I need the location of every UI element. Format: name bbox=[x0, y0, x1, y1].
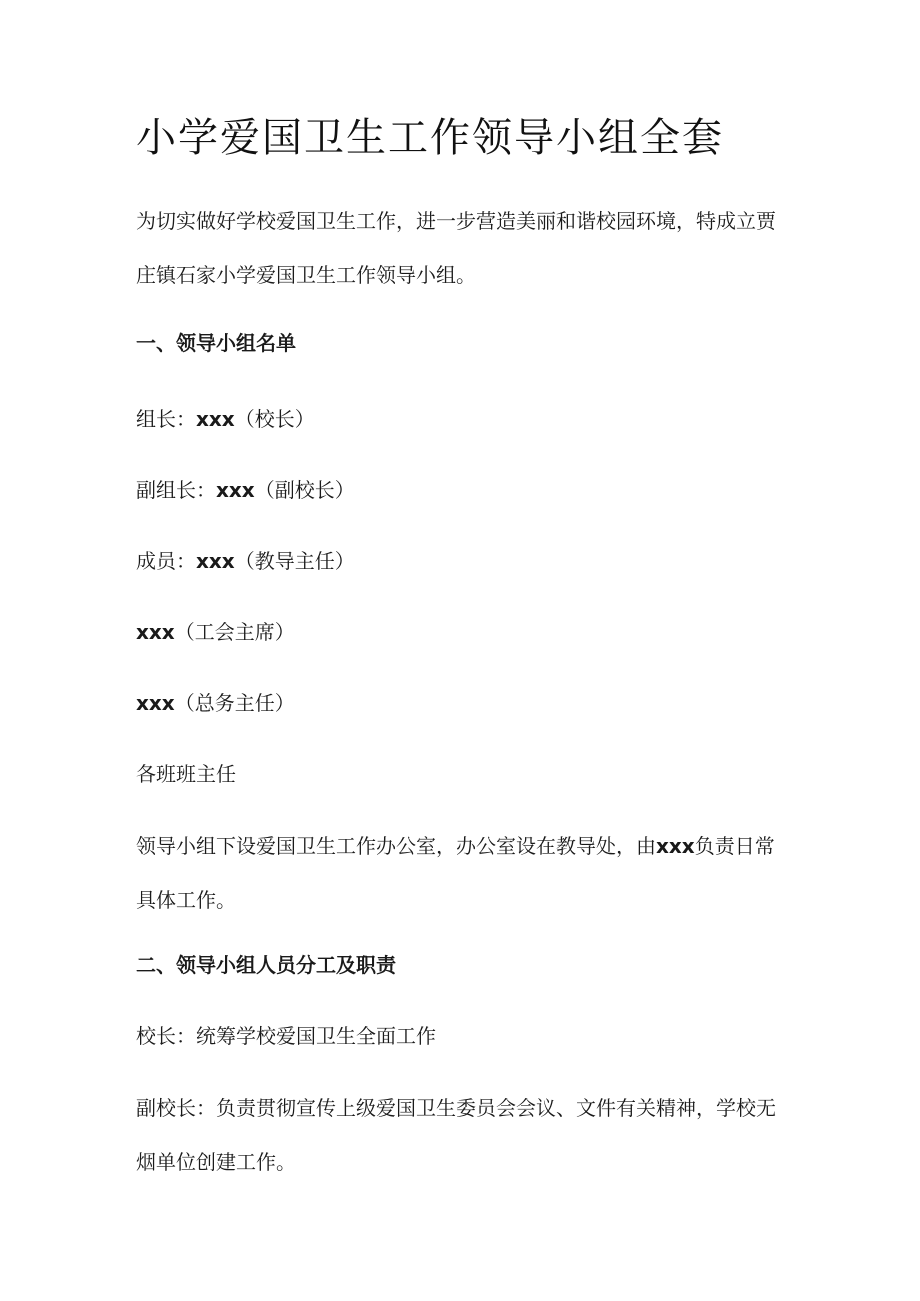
member-row-member bbox=[136, 534, 786, 588]
member-role: 副组长： bbox=[136, 478, 216, 502]
member-post: （工会主席） bbox=[174, 620, 295, 644]
member-name: xxx bbox=[196, 407, 235, 431]
document-title: 小学爱国卫生工作领导小组全套 bbox=[136, 115, 724, 161]
member-post: （教导主任） bbox=[234, 549, 355, 573]
member-post: （校长） bbox=[234, 407, 315, 431]
member-row-leader bbox=[136, 392, 786, 446]
class-teachers: 各班班主任 bbox=[136, 762, 236, 786]
member-name: xxx bbox=[136, 691, 175, 715]
section1-heading: 一、领导小组名单 bbox=[136, 331, 296, 355]
office-name: xxx bbox=[656, 834, 695, 858]
member-post: （副校长） bbox=[254, 478, 355, 502]
member-role: 成员： bbox=[136, 549, 196, 573]
member-name: xxx bbox=[196, 549, 235, 573]
member-role: 组长： bbox=[136, 407, 196, 431]
member-row-general-affairs bbox=[136, 676, 786, 730]
duty-vice-principal: 副校长：负责贯彻宣传上级爱国卫生委员会会议、文件有关精神，学校无烟单位创建工作。 bbox=[136, 1096, 776, 1174]
member-row-deputy-leader bbox=[136, 463, 786, 517]
intro-paragraph: 为切实做好学校爱国卫生工作，进一步营造美丽和谐校园环境，特成立贾庄镇石家小学爱国卫生工作领导小组。 bbox=[136, 209, 776, 287]
member-row-union-chair bbox=[136, 605, 786, 659]
duty-principal: 校长：统筹学校爱国卫生全面工作 bbox=[136, 1024, 436, 1048]
member-post: （总务主任） bbox=[174, 691, 295, 715]
member-name: xxx bbox=[216, 478, 255, 502]
member-name: xxx bbox=[136, 620, 175, 644]
section2-heading: 二、领导小组人员分工及职责 bbox=[136, 953, 396, 977]
office-text-after: 负责日常具体工作。 bbox=[136, 834, 775, 912]
office-text-before: 领导小组下设爱国卫生工作办公室，办公室设在教导处，由 bbox=[136, 834, 656, 858]
office-paragraph bbox=[136, 819, 786, 927]
